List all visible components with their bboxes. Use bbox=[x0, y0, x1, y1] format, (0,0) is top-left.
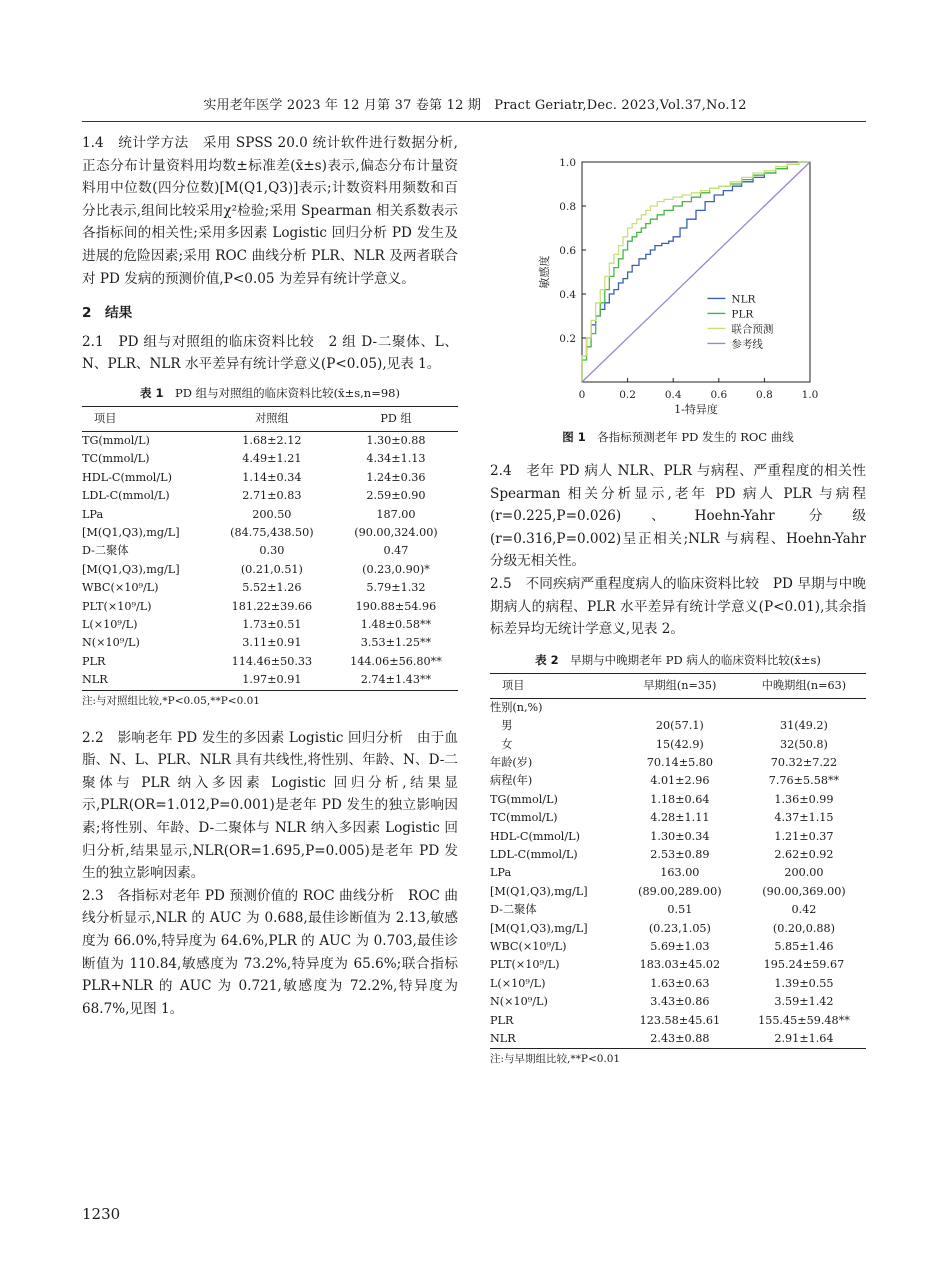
table2-row bbox=[490, 754, 866, 772]
table1-cell-item: WBC(×10⁹/L) bbox=[82, 581, 159, 595]
table1-cell-value: 5.79±1.32 bbox=[366, 581, 426, 595]
table2-cell-value: (89.00,289.00) bbox=[638, 884, 722, 898]
table2-cell-value: 1.39±0.55 bbox=[774, 976, 834, 990]
table2-cell-value: 2.43±0.88 bbox=[618, 1030, 742, 1049]
table1-header-pd: PD 组 bbox=[334, 406, 458, 431]
y-axis-label: 敏感度 bbox=[538, 255, 551, 289]
table2-cell-value: 3.43±0.86 bbox=[650, 995, 710, 1009]
table1-cell-value: 1.48±0.58** bbox=[360, 618, 432, 631]
figure1-caption-text: 各指标预测老年 PD 发生的 ROC 曲线 bbox=[597, 430, 794, 444]
table1-cell-item: N(×10⁹/L) bbox=[82, 636, 140, 650]
table1-cell-value: (0.21,0.51) bbox=[240, 562, 303, 576]
left-column bbox=[82, 132, 458, 1020]
x-tick-label: 0.2 bbox=[619, 389, 636, 401]
table2-cell-item: TC(mmol/L) bbox=[490, 811, 558, 825]
table2-cell-value: (0.20,0.88) bbox=[772, 921, 835, 935]
table2-cell-item: 男 bbox=[490, 719, 513, 733]
table2-title bbox=[490, 651, 866, 669]
table1-row bbox=[82, 579, 458, 597]
x-axis-label: 1-特异度 bbox=[674, 403, 718, 416]
table2-row bbox=[490, 736, 866, 754]
table1-cell-value: 0.30 bbox=[259, 544, 285, 558]
table2-cell-value: 2.53±0.89 bbox=[650, 848, 710, 861]
table2-cell-item: 年龄(岁) bbox=[490, 755, 533, 769]
table1-cell-value: 2.74±1.43** bbox=[334, 671, 458, 690]
table1-cell-item: NLR bbox=[82, 671, 210, 690]
table1-cell-item: LPa bbox=[82, 507, 104, 521]
table2-cell-item: HDL-C(mmol/L) bbox=[490, 829, 580, 843]
table2-cell-value: 163.00 bbox=[660, 866, 700, 880]
table1-cell-item: D-二聚体 bbox=[82, 544, 129, 558]
table1-note: 注:与对照组比较,*P<0.05,**P<0.01 bbox=[82, 694, 260, 707]
table2-cell-value: 20(57.1) bbox=[655, 719, 704, 733]
table2-cell-value bbox=[618, 698, 742, 717]
table2-cell-item: LPa bbox=[490, 866, 512, 880]
table2-row bbox=[490, 883, 866, 901]
table2-header-item: 项目 bbox=[490, 673, 618, 698]
table2-row bbox=[490, 828, 866, 846]
table2-row bbox=[490, 956, 866, 974]
figure1 bbox=[490, 150, 866, 418]
figure1-caption bbox=[490, 428, 866, 446]
table1-cell-value: 1.24±0.36 bbox=[366, 470, 426, 484]
table1-cell-item: HDL-C(mmol/L) bbox=[82, 470, 172, 484]
table2-cell-value: (0.23,1.05) bbox=[648, 921, 711, 935]
table2-cell-item: 女 bbox=[490, 737, 513, 751]
table1-cell-value: 3.11±0.91 bbox=[242, 636, 302, 650]
table1-cell-value: 190.88±54.96 bbox=[355, 599, 437, 613]
x-tick-label: 0.6 bbox=[710, 389, 728, 401]
table1-row bbox=[82, 653, 458, 671]
table1-row bbox=[82, 561, 458, 579]
table1-cell-value: (0.23,0.90)* bbox=[362, 562, 430, 576]
table1-row bbox=[82, 671, 458, 690]
table2-header-early: 早期组(n=35) bbox=[618, 673, 742, 698]
x-tick-label: 0 bbox=[578, 389, 586, 401]
table2-cell-item: TG(mmol/L) bbox=[490, 792, 558, 806]
table2-cell-value: 5.85±1.46 bbox=[774, 940, 834, 954]
table1-cell-item: L(×10⁹/L) bbox=[82, 618, 138, 631]
y-tick-label: 0.8 bbox=[559, 201, 576, 213]
table2-cell-value: 1.18±0.64 bbox=[650, 792, 710, 806]
table1-cell-value: 1.68±2.12 bbox=[242, 433, 302, 447]
table2-cell-item: LDL-C(mmol/L) bbox=[490, 848, 578, 861]
table2-row bbox=[490, 846, 866, 864]
table2-row bbox=[490, 920, 866, 938]
legend-label: NLR bbox=[731, 293, 756, 306]
table2-cell-value: 32(50.8) bbox=[780, 737, 828, 751]
y-tick-label: 0.6 bbox=[559, 245, 576, 257]
table1-cell-value: (84.75,438.50) bbox=[230, 525, 314, 539]
table2-cell-item: PLT(×10⁹/L) bbox=[490, 958, 560, 972]
section-2-3-paragraph: 2.3 各指标对老年 PD 预测价值的 ROC 曲线分析 ROC 曲线分析显示,NLR 的 AUC 为 0.688,最佳诊断值为 2.13,敏感度为 66.0%,特异度为 64.6%,PLR 的 AUC 为 0.703,最佳诊断值为 110.84,敏感度为 73.2%,特异度为 65.6%;联合指标 PLR+NLR 的 AUC 为 0.721,敏感度为 72.2%,特异度为 68.7%,见图 1。 bbox=[82, 887, 458, 1017]
table1-cell-value: 2.71±0.83 bbox=[242, 489, 302, 503]
table2-row bbox=[490, 1030, 866, 1049]
table1-cell-value: 114.46±50.33 bbox=[231, 654, 313, 668]
table2-cell-value: 3.59±1.42 bbox=[774, 995, 834, 1009]
table2-cell-item: WBC(×10⁹/L) bbox=[490, 940, 567, 954]
table1-header-control: 对照组 bbox=[210, 406, 334, 431]
table1-cell-item: PLT(×10⁹/L) bbox=[82, 599, 152, 613]
x-tick-label: 1.0 bbox=[801, 389, 819, 401]
table2-cell-value: 195.24±59.67 bbox=[763, 958, 845, 972]
roc-chart bbox=[490, 150, 866, 418]
table1-title bbox=[82, 384, 458, 402]
table2-cell-value: 7.76±5.58** bbox=[768, 774, 840, 788]
table1-label: 表 1 bbox=[140, 385, 164, 400]
section-2-2-paragraph: 2.2 影响老年 PD 发生的多因素 Logistic 回归分析 由于血脂、N、L、PLR、NLR 具有共线性,将性别、年龄、N、D-二聚体与 PLR 纳入多因素 Logistic 回归分析,结果显示,PLR(OR=1.012,P=0.001)是老年 PD 发生的独立影响因素;将性别、年龄、D-二聚体与 NLR 纳入多因素 Logistic 回归分析,结果显示,NLR(OR=1.695,P=0.005)是老年 PD 发生的独立影响因素。 bbox=[82, 729, 458, 882]
table1-row bbox=[82, 450, 458, 468]
table2-cell-value: 4.28±1.11 bbox=[650, 811, 710, 825]
journal-header: 实用老年医学 2023 年 12 月第 37 卷第 12 期 Pract Geriatr,Dec. 2023,Vol.37,No.12 bbox=[203, 98, 747, 113]
table2-cell-value: 0.51 bbox=[667, 903, 693, 917]
table2-cell-item: [M(Q1,Q3),mg/L] bbox=[490, 884, 588, 898]
y-tick-label: 0.2 bbox=[559, 333, 576, 345]
table1-cell-value: 200.50 bbox=[252, 507, 292, 521]
table1 bbox=[82, 406, 458, 691]
table1-row bbox=[82, 487, 458, 505]
table1-cell-value: 5.52±1.26 bbox=[242, 581, 302, 595]
header-rule bbox=[82, 121, 866, 122]
table1-cell-value: 181.22±39.66 bbox=[231, 599, 313, 613]
table2-header-late: 中晚期组(n=63) bbox=[742, 673, 866, 698]
table2-cell-item: NLR bbox=[490, 1030, 618, 1049]
legend-label: 参考线 bbox=[731, 338, 763, 351]
table2-cell-item: 性别(n,%) bbox=[490, 700, 543, 714]
table2-cell-value: 123.58±45.61 bbox=[639, 1013, 721, 1027]
table1-cell-value: 0.47 bbox=[383, 544, 409, 558]
table1-cell-item: LDL-C(mmol/L) bbox=[82, 489, 170, 503]
table2-row bbox=[490, 993, 866, 1011]
table1-cell-value: 3.53±1.25** bbox=[360, 636, 432, 650]
table2-row bbox=[490, 864, 866, 882]
table2-cell-item: PLR bbox=[490, 1013, 514, 1027]
table2-note: 注:与早期组比较,**P<0.01 bbox=[490, 1053, 621, 1066]
table2-cell-value: 1.30±0.34 bbox=[650, 829, 710, 843]
table1-row bbox=[82, 469, 458, 487]
table1-title-text: PD 组与对照组的临床资料比较(x̄±s,n=98) bbox=[175, 385, 400, 400]
x-tick-label: 0.4 bbox=[664, 389, 682, 401]
table2-cell-item: D-二聚体 bbox=[490, 903, 537, 917]
table2-row bbox=[490, 975, 866, 993]
table1-cell-value: 4.34±1.13 bbox=[366, 452, 426, 466]
x-tick-label: 0.8 bbox=[756, 389, 773, 401]
table1-cell-value: (90.00,324.00) bbox=[354, 525, 438, 539]
table1-cell-value: 2.59±0.90 bbox=[366, 489, 426, 503]
table1-row bbox=[82, 634, 458, 652]
table2-row bbox=[490, 698, 866, 717]
table2-cell-value: 15(42.9) bbox=[655, 737, 704, 751]
table1-row bbox=[82, 598, 458, 616]
table2-cell-item: [M(Q1,Q3),mg/L] bbox=[490, 921, 588, 935]
legend-label: 联合预测 bbox=[731, 323, 774, 336]
table2-cell-value: (90.00,369.00) bbox=[762, 884, 846, 898]
legend-label: PLR bbox=[731, 308, 754, 321]
table2-cell-value: 31(49.2) bbox=[780, 719, 828, 733]
section-2-1-paragraph: 2.1 PD 组与对照组的临床资料比较 2 组 D-二聚体、L、N、PLR、NLR 水平差异有统计学意义(P<0.05),见表 1。 bbox=[82, 333, 458, 373]
right-column bbox=[490, 150, 880, 1067]
y-tick-label: 0.4 bbox=[559, 289, 576, 301]
table2-row bbox=[490, 772, 866, 790]
table2-cell-value: 4.37±1.15 bbox=[774, 811, 834, 825]
table2-cell-value: 1.63±0.63 bbox=[650, 976, 710, 990]
table2-cell-item: L(×10⁹/L) bbox=[490, 976, 546, 990]
table2-row bbox=[490, 1012, 866, 1030]
table2-title-text: 早期与中晚期老年 PD 病人的临床资料比较(x̄±s) bbox=[570, 652, 821, 667]
table1-cell-value: 4.49±1.21 bbox=[242, 452, 302, 466]
table1-cell-item: [M(Q1,Q3),mg/L] bbox=[82, 562, 180, 576]
table1-row bbox=[82, 506, 458, 524]
table2-cell-item: 病程(年) bbox=[490, 774, 533, 788]
table2-cell-value: 70.32±7.22 bbox=[770, 755, 838, 769]
table1-header-item: 项目 bbox=[82, 406, 210, 431]
table2-cell-value: 0.42 bbox=[791, 903, 817, 917]
table1-cell-item: PLR bbox=[82, 654, 106, 668]
table2-cell-value: 2.62±0.92 bbox=[774, 848, 834, 861]
table1-cell-value: 1.97±0.91 bbox=[210, 671, 334, 690]
y-tick-label: 1.0 bbox=[559, 157, 576, 169]
table2-cell-value: 4.01±2.96 bbox=[650, 774, 710, 788]
table1-row bbox=[82, 542, 458, 560]
table1-cell-item: TC(mmol/L) bbox=[82, 452, 150, 466]
table2-cell-value: 1.36±0.99 bbox=[774, 792, 834, 806]
table2-row bbox=[490, 791, 866, 809]
table1-cell-value: 1.73±0.51 bbox=[242, 618, 302, 631]
roc-series-3 bbox=[582, 162, 810, 382]
table2-cell-item: N(×10⁹/L) bbox=[490, 995, 548, 1009]
table2-cell-value: 200.00 bbox=[784, 866, 824, 880]
table1-row bbox=[82, 524, 458, 542]
table2-row bbox=[490, 809, 866, 827]
table2-cell-value: 2.91±1.64 bbox=[742, 1030, 866, 1049]
figure1-label: 图 1 bbox=[562, 430, 586, 444]
table2-cell-value: 5.69±1.03 bbox=[650, 940, 710, 954]
table2-row bbox=[490, 901, 866, 919]
table2-cell-value: 155.45±59.48** bbox=[758, 1013, 850, 1027]
table1-row bbox=[82, 616, 458, 634]
table2-cell-value: 1.21±0.37 bbox=[774, 829, 834, 843]
table1-cell-item: TG(mmol/L) bbox=[82, 433, 150, 447]
table2-cell-value: 70.14±5.80 bbox=[646, 755, 714, 769]
table2-row bbox=[490, 938, 866, 956]
table1-cell-item: [M(Q1,Q3),mg/L] bbox=[82, 525, 180, 539]
table2 bbox=[490, 673, 866, 1050]
table1-cell-value: 1.30±0.88 bbox=[366, 433, 426, 447]
table2-cell-value: 183.03±45.02 bbox=[639, 958, 721, 972]
table2-cell-value bbox=[742, 698, 866, 717]
section-2-5-paragraph: 2.5 不同疾病严重程度病人的临床资料比较 PD 早期与中晚期病人的病程、PLR 水平差异有统计学意义(P<0.01),其余指标差异均无统计学意义,见表 2。 bbox=[490, 575, 866, 638]
section-2-heading: 2 结果 bbox=[82, 305, 133, 322]
table2-label: 表 2 bbox=[535, 652, 559, 667]
table1-cell-value: 144.06±56.80** bbox=[350, 654, 442, 668]
section-2-4-paragraph: 2.4 老年 PD 病人 NLR、PLR 与病程、严重程度的相关性 Spearman 相关分析显示,老年 PD 病人 PLR 与病程(r=0.225,P=0.026)、Hoehn-Yahr 分级(r=0.316,P=0.002)呈正相关;NLR 与病程、Hoehn-Yahr 分级无相关性。 bbox=[490, 463, 880, 570]
table1-cell-value: 187.00 bbox=[376, 507, 416, 521]
table1-row bbox=[82, 431, 458, 450]
section-1-4-paragraph: 1.4 统计学方法 采用 SPSS 20.0 统计软件进行数据分析,正态分布计量资料用均数±标准差(x̄±s)表示,偏态分布计量资料用中位数(四分位数)[M(Q1,Q3)]表示;计数资料用频数和百分比表示,组间比较采用χ²检验;采用 Spearman 相关系数表示各指标间的相关性;采用多因素 Logistic 回归分析 PD 发生及进展的危险因素;采用 ROC 曲线分析 PLR、NLR 及两者联合对 PD 发病的预测价值,P<0.05 为差异有统计学意义。 bbox=[82, 135, 458, 287]
table1-cell-value: 1.14±0.34 bbox=[242, 470, 302, 484]
page-number: 1230 bbox=[82, 1205, 121, 1223]
table2-row bbox=[490, 717, 866, 735]
